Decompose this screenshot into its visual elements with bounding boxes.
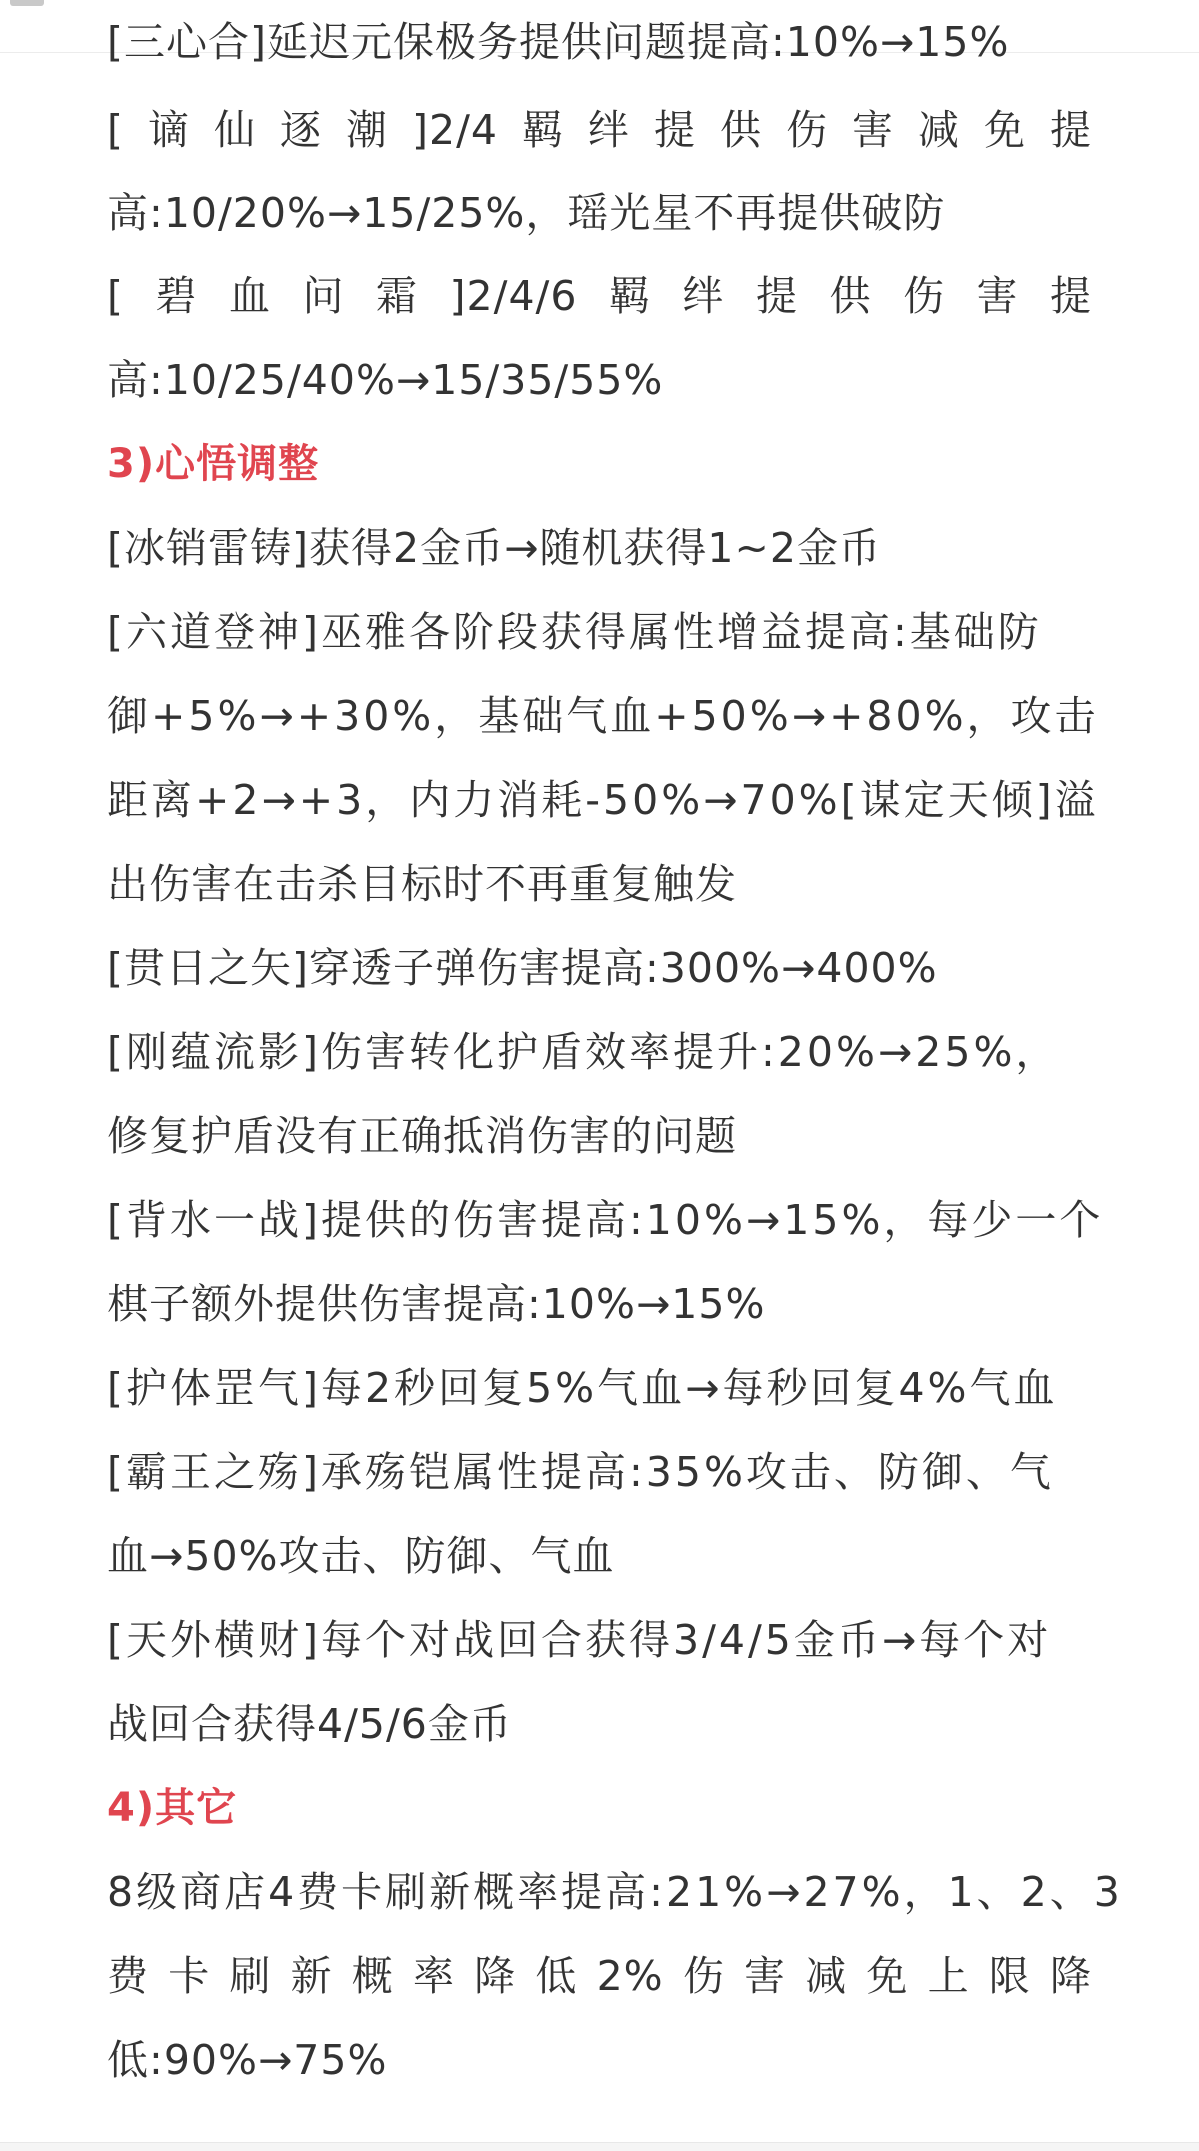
text-line: [刚蕴流影]伤害转化护盾效率提升:20%→25%， (107, 1028, 1060, 1076)
text-line: 血→50%攻击、防御、气血 (107, 1532, 615, 1580)
bottom-strip (0, 2142, 1199, 2151)
text-line: [背水一战]提供的伤害提高:10%→15%，每少一个 (107, 1196, 1104, 1244)
section-heading: 4)其它 (107, 1785, 238, 1831)
text-line: [碧血问霜]2/4/6羁绊提供伤害提 (107, 272, 1092, 320)
text-line: [六道登神]巫雅各阶段获得属性增益提高:基础防 (107, 608, 1042, 656)
text-line: 距离+2→+3，内力消耗-50%→70%[谋定天倾]溢 (107, 776, 1099, 824)
text-line: 修复护盾没有正确抵消伤害的问题 (107, 1112, 737, 1160)
text-line: [贯日之矢]穿透子弹伤害提高:300%→400% (107, 944, 938, 992)
section-heading: 3)心悟调整 (107, 441, 320, 487)
text-line: 费卡刷新概率降低2%伤害减免上限降 (107, 1952, 1092, 2000)
text-line: 出伤害在击杀目标时不再重复触发 (107, 860, 737, 908)
text-line: 御+5%→+30%，基础气血+50%→+80%，攻击 (107, 692, 1099, 740)
text-line: [冰销雷铸]获得2金币→随机获得1~2金币 (107, 524, 881, 572)
text-line: [护体罡气]每2秒回复5%气血→每秒回复4%气血 (107, 1364, 1058, 1412)
text-line-cut: [三心合]延迟元保极务提供问题提高:10%→15% (107, 18, 1010, 66)
text-line: 低:90%→75% (107, 2036, 388, 2084)
text-line: [谪仙逐潮]2/4羁绊提供伤害减免提 (107, 106, 1092, 154)
top-bar-mark (10, 0, 44, 6)
text-line: [霸王之殇]承殇铠属性提高:35%攻击、防御、气 (107, 1448, 1054, 1496)
text-line: 高:10/20%→15/25%，瑶光星不再提供破防 (107, 189, 946, 237)
text-line: [天外横财]每个对战回合获得3/4/5金币→每个对 (107, 1616, 1052, 1664)
text-line: 战回合获得4/5/6金币 (107, 1700, 512, 1748)
text-line: 高:10/25/40%→15/35/55% (107, 356, 664, 404)
text-line: 8级商店4费卡刷新概率提高:21%→27%，1、2、3 (107, 1868, 1123, 1916)
text-line: 棋子额外提供伤害提高:10%→15% (107, 1280, 766, 1328)
